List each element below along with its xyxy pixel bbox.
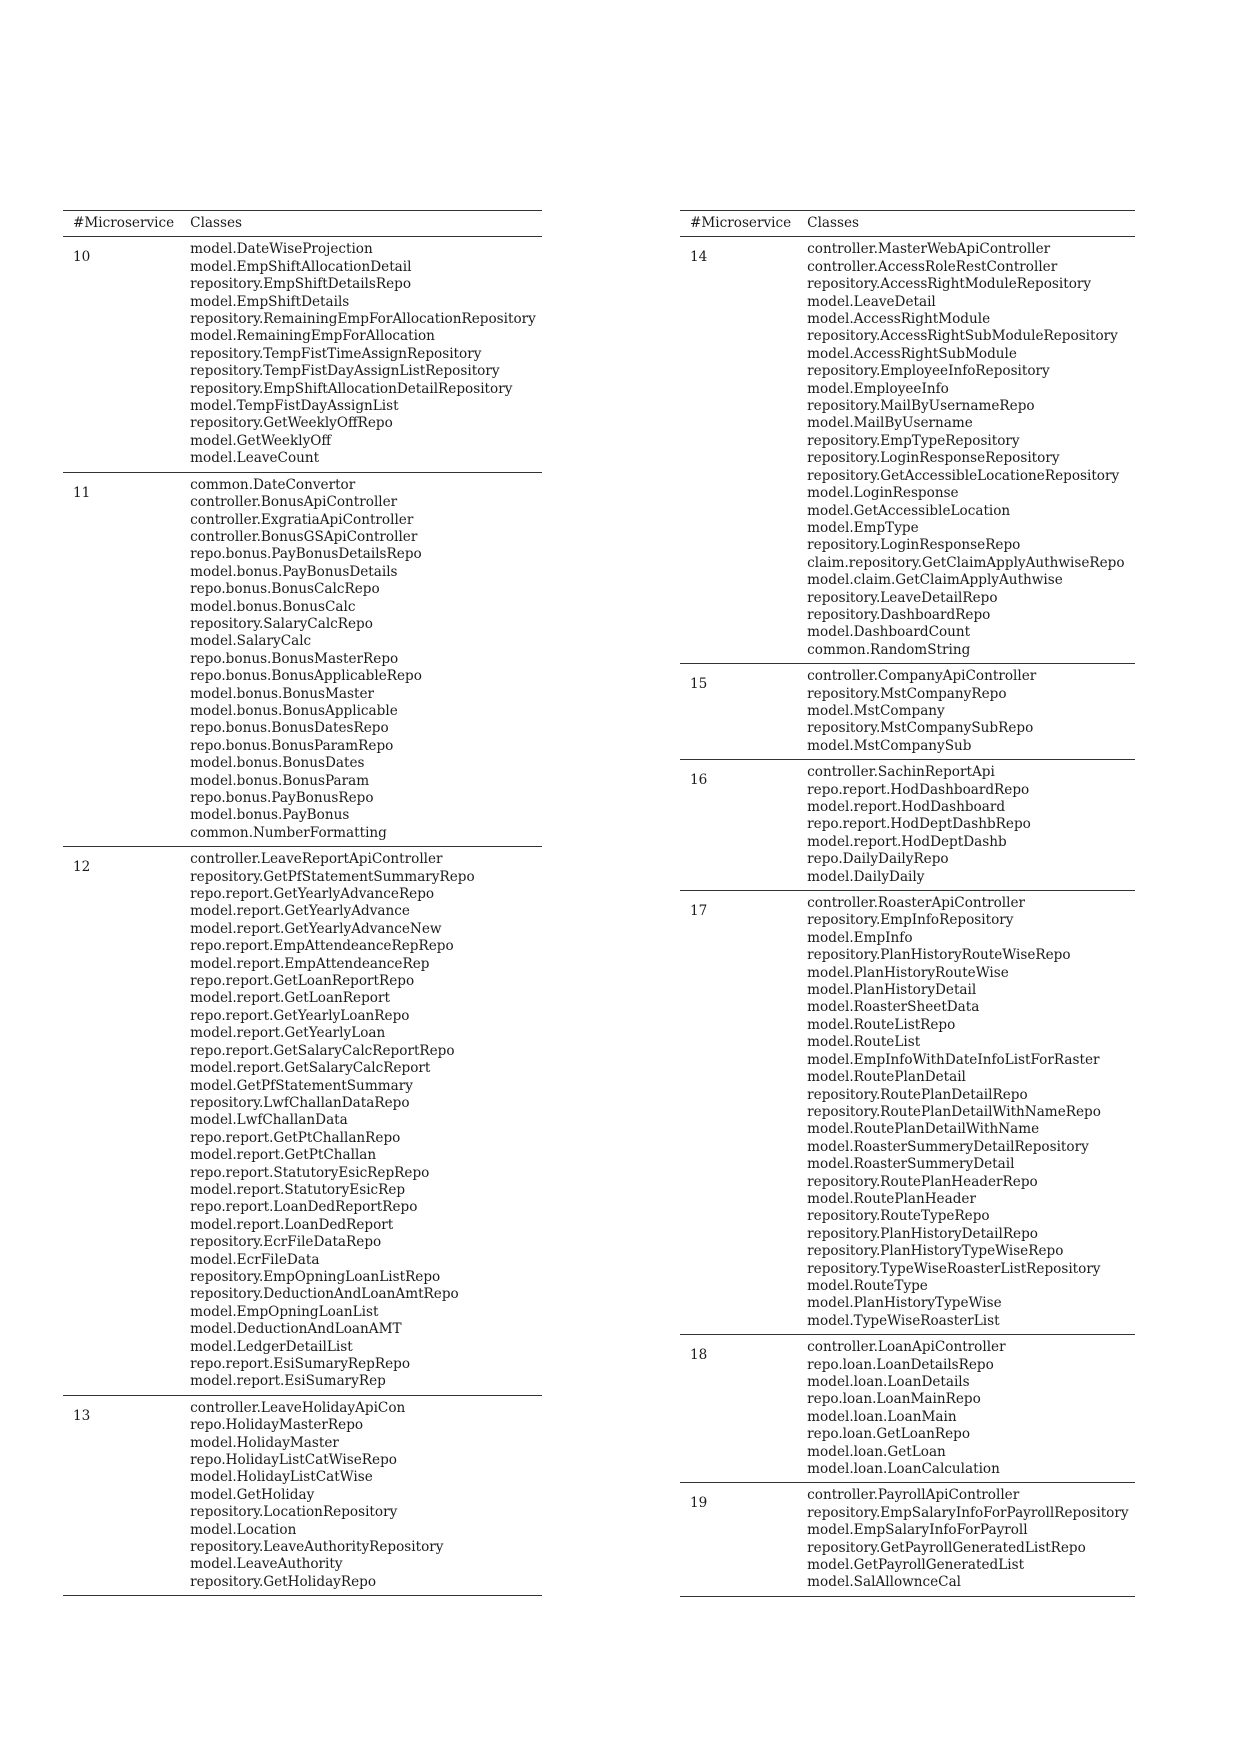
class-name: model.bonus.BonusDates	[190, 755, 365, 772]
class-name: repository.PlanHistoryTypeWiseRepo	[807, 1243, 1064, 1260]
class-name: repository.EmpSalaryInfoForPayrollRepository	[807, 1504, 1129, 1521]
class-name: model.TempFistDayAssignList	[190, 398, 399, 415]
class-name: model.bonus.PayBonus	[190, 807, 350, 824]
class-name: repo.report.GetSalaryCalcReportRepo	[190, 1042, 455, 1059]
class-name: model.SalAllownceCal	[807, 1574, 962, 1591]
class-name: repo.report.StatutoryEsicRepRepo	[190, 1164, 430, 1181]
microservice-id: 18	[690, 1347, 708, 1364]
class-name: model.LeaveDetail	[807, 293, 936, 310]
class-name: model.report.GetPtChallan	[190, 1147, 377, 1164]
class-name: repository.RoutePlanHeaderRepo	[807, 1173, 1038, 1190]
class-name: model.LeaveAuthority	[190, 1556, 343, 1573]
class-name: repo.bonus.BonusDatesRepo	[190, 720, 389, 737]
class-name: model.RoutePlanDetailWithName	[807, 1121, 1040, 1138]
table-row	[680, 1335, 1135, 1483]
class-name: model.report.EmpAttendeanceRep	[190, 955, 430, 972]
microservice-id: 19	[690, 1495, 708, 1512]
class-name: model.DailyDaily	[807, 868, 925, 885]
class-name: controller.MasterWebApiController	[807, 241, 1051, 258]
class-name: repository.GetPfStatementSummaryRepo	[190, 868, 475, 885]
header-microservice: #Microservice	[690, 215, 792, 231]
class-name: model.PlanHistoryTypeWise	[807, 1295, 1002, 1312]
class-list	[797, 1335, 1134, 1483]
microservice-id: 15	[690, 676, 708, 693]
class-name: model.loan.LoanDetails	[807, 1374, 970, 1390]
class-name: model.RoasterSummeryDetailRepository	[807, 1138, 1089, 1155]
header-classes: Classes	[190, 215, 242, 231]
class-name: model.PlanHistoryDetail	[807, 982, 977, 999]
table-row	[680, 1483, 1135, 1596]
class-name: model.AccessRightSubModule	[807, 345, 1017, 362]
class-name: model.RoutePlanDetail	[807, 1069, 966, 1086]
class-name: model.report.GetYearlyAdvance	[190, 903, 410, 920]
header-microservice: #Microservice	[73, 215, 175, 231]
class-name: model.bonus.BonusParam	[190, 772, 370, 789]
class-name: model.EcrFileData	[190, 1251, 320, 1268]
class-name: model.AccessRightModule	[807, 311, 991, 328]
table-row	[63, 1395, 542, 1595]
class-name: controller.SachinReportApi	[807, 764, 995, 781]
class-name: repository.LwfChallanDataRepo	[190, 1094, 410, 1111]
class-name: model.LwfChallanData	[190, 1112, 348, 1129]
class-name: repository.TempFistDayAssignListRepository	[190, 363, 500, 380]
microservice-id: 10	[73, 249, 91, 266]
class-name: repository.RoutePlanDetailWithNameRepo	[807, 1103, 1101, 1120]
class-name: repo.DailyDailyRepo	[807, 851, 949, 868]
class-name: repo.report.GetLoanReportRepo	[190, 973, 415, 990]
class-name: model.EmpInfoWithDateInfoListForRaster	[807, 1051, 1100, 1068]
class-name: model.GetHoliday	[190, 1486, 315, 1503]
class-name: repository.DashboardRepo	[807, 606, 991, 623]
class-name: repository.PlanHistoryRouteWiseRepo	[807, 947, 1071, 964]
class-name: model.claim.GetClaimApplyAuthwise	[807, 572, 1063, 589]
class-name: model.HolidayListCatWise	[190, 1469, 373, 1486]
table-row	[680, 760, 1135, 891]
class-name: common.RandomString	[807, 641, 971, 658]
class-name: model.RoasterSummeryDetail	[807, 1156, 1015, 1173]
right-table	[680, 210, 1135, 1597]
class-name: model.EmpType	[807, 519, 919, 536]
class-name: controller.BonusGSApiController	[190, 528, 418, 545]
class-name: repository.AccessRightSubModuleRepository	[807, 328, 1118, 345]
class-name: repository.DeductionAndLoanAmtRepo	[190, 1286, 459, 1303]
class-name: repository.LeaveAuthorityRepository	[190, 1539, 444, 1556]
class-name: repo.HolidayListCatWiseRepo	[190, 1452, 397, 1469]
class-name: repository.LoginResponseRepo	[807, 537, 1021, 554]
microservice-id: 14	[690, 249, 708, 266]
class-name: repository.EmpInfoRepository	[807, 912, 1014, 929]
class-name: repository.PlanHistoryDetailRepo	[807, 1225, 1038, 1242]
class-name: controller.ExgratiaApiController	[190, 511, 414, 528]
class-list	[797, 1483, 1134, 1596]
microservice-id: 17	[690, 903, 708, 920]
class-name: model.report.HodDashboard	[807, 799, 1006, 815]
class-name: repo.bonus.PayBonusDetailsRepo	[190, 546, 422, 563]
table-row	[680, 237, 1135, 664]
class-name: repo.report.GetYearlyAdvanceRepo	[190, 886, 435, 903]
class-name: repository.GetHolidayRepo	[190, 1573, 377, 1590]
class-name: repository.TypeWiseRoasterListRepository	[807, 1260, 1101, 1277]
class-list	[180, 847, 542, 1396]
class-name: model.RemainingEmpForAllocation	[190, 328, 435, 345]
class-name: repo.report.EsiSumaryRepRepo	[190, 1356, 411, 1372]
class-name: model.bonus.BonusApplicable	[190, 702, 398, 719]
class-name: controller.PayrollApiController	[807, 1487, 1020, 1504]
class-name: repo.bonus.BonusMasterRepo	[190, 650, 399, 667]
class-name: model.LeaveCount	[190, 450, 320, 467]
class-list	[180, 472, 542, 847]
class-name: repository.SalaryCalcRepo	[190, 615, 373, 632]
class-name: model.loan.LoanCalculation	[807, 1461, 1000, 1478]
class-name: model.EmployeeInfo	[807, 380, 949, 397]
class-name: repository.RouteTypeRepo	[807, 1208, 990, 1225]
microservice-id: 16	[690, 772, 708, 789]
class-name: model.MailByUsername	[807, 415, 973, 432]
class-name: controller.LeaveHolidayApiCon	[190, 1399, 406, 1416]
class-name: model.LoginResponse	[807, 485, 959, 502]
class-name: model.DateWiseProjection	[190, 241, 373, 258]
class-name: repo.report.GetYearlyLoanRepo	[190, 1007, 410, 1024]
class-name: repository.EmpTypeRepository	[807, 432, 1020, 449]
class-name: model.TypeWiseRoasterList	[807, 1312, 1000, 1329]
class-name: model.LedgerDetailList	[190, 1338, 353, 1355]
class-name: model.report.HodDeptDashb	[807, 833, 1007, 850]
class-name: model.EmpShiftAllocationDetail	[190, 258, 412, 275]
class-name: model.MstCompanySub	[807, 737, 972, 754]
class-list	[180, 1395, 542, 1595]
class-name: model.bonus.BonusMaster	[190, 685, 375, 702]
class-name: common.DateConvertor	[190, 476, 356, 493]
class-name: controller.AccessRoleRestController	[807, 258, 1058, 275]
microservice-id: 13	[73, 1407, 91, 1424]
class-name: repo.loan.GetLoanRepo	[807, 1426, 970, 1443]
class-name: controller.LoanApiController	[807, 1339, 1006, 1356]
microservice-id: 11	[73, 484, 91, 501]
class-list	[797, 891, 1134, 1335]
class-name: model.MstCompany	[807, 702, 945, 719]
class-name: repository.EmpShiftAllocationDetailRepository	[190, 380, 513, 397]
class-name: claim.repository.GetClaimApplyAuthwiseRepo	[807, 554, 1125, 571]
class-name: repository.AccessRightModuleRepository	[807, 276, 1092, 293]
class-name: repository.GetWeeklyOffRepo	[190, 415, 393, 432]
class-list	[180, 237, 542, 472]
class-name: controller.LeaveReportApiController	[190, 851, 443, 868]
class-name: model.report.EsiSumaryRep	[190, 1373, 386, 1390]
class-name: repo.report.LoanDedReportRepo	[190, 1199, 418, 1216]
class-name: model.EmpOpningLoanList	[190, 1303, 379, 1320]
class-name: repo.loan.LoanDetailsRepo	[807, 1356, 994, 1373]
class-name: repository.MstCompanyRepo	[807, 685, 1007, 702]
right-table-body	[680, 237, 1135, 1596]
class-name: model.loan.GetLoan	[807, 1443, 946, 1460]
class-name: model.RoutePlanHeader	[807, 1190, 976, 1207]
class-name: repository.GetPayrollGeneratedListRepo	[807, 1539, 1086, 1556]
class-name: model.GetPayrollGeneratedList	[807, 1557, 1025, 1574]
class-name: model.EmpShiftDetails	[190, 293, 350, 310]
class-name: repository.LeaveDetailRepo	[807, 589, 998, 606]
header-classes: Classes	[807, 215, 859, 231]
class-name: model.DeductionAndLoanAMT	[190, 1321, 402, 1338]
left-table	[63, 210, 542, 1596]
table-row	[63, 847, 542, 1396]
class-name: model.loan.LoanMain	[807, 1408, 957, 1425]
class-name: repository.EmployeeInfoRepository	[807, 363, 1050, 380]
class-name: model.report.LoanDedReport	[190, 1216, 394, 1233]
class-name: repository.GetAccessibleLocationeRepository	[807, 467, 1120, 484]
class-name: repo.report.HodDeptDashbRepo	[807, 816, 1031, 833]
class-name: repository.RemainingEmpForAllocationRepository	[190, 311, 536, 328]
left-table-body	[63, 237, 542, 1596]
class-name: repository.EmpOpningLoanListRepo	[190, 1268, 441, 1285]
class-name: model.GetPfStatementSummary	[190, 1077, 413, 1094]
class-name: model.report.StatutoryEsicRep	[190, 1181, 406, 1198]
class-name: repository.RoutePlanDetailRepo	[807, 1086, 1028, 1103]
class-name: repo.report.GetPtChallanRepo	[190, 1129, 401, 1146]
class-name: model.EmpSalaryInfoForPayroll	[807, 1522, 1028, 1539]
class-name: model.RouteType	[807, 1277, 928, 1294]
class-name: repository.MstCompanySubRepo	[807, 720, 1034, 737]
class-name: model.GetAccessibleLocation	[807, 502, 1011, 519]
class-name: repo.report.EmpAttendeanceRepRepo	[190, 938, 454, 955]
class-name: repository.EcrFileDataRepo	[190, 1234, 382, 1251]
class-name: common.NumberFormatting	[190, 824, 387, 841]
table-row	[63, 472, 542, 847]
class-list	[797, 664, 1134, 760]
class-name: model.PlanHistoryRouteWise	[807, 964, 1009, 981]
class-name: model.RoasterSheetData	[807, 999, 980, 1016]
class-name: model.RouteList	[807, 1034, 921, 1051]
class-name: model.DashboardCount	[807, 624, 971, 641]
class-name: model.bonus.BonusCalc	[190, 598, 356, 615]
class-name: model.RouteListRepo	[807, 1016, 956, 1033]
class-name: model.SalaryCalc	[190, 633, 312, 650]
table-row	[63, 237, 542, 472]
microservice-id: 12	[73, 859, 91, 876]
class-name: repo.bonus.PayBonusRepo	[190, 790, 374, 806]
class-name: repository.TempFistTimeAssignRepository	[190, 345, 482, 362]
class-name: controller.CompanyApiController	[807, 668, 1037, 685]
class-name: repo.bonus.BonusApplicableRepo	[190, 668, 422, 685]
class-name: model.HolidayMaster	[190, 1434, 339, 1451]
class-list	[797, 237, 1134, 664]
table-header-row	[63, 211, 542, 237]
class-name: model.bonus.PayBonusDetails	[190, 563, 398, 580]
class-name: repo.bonus.BonusParamRepo	[190, 737, 394, 754]
class-name: model.report.GetSalaryCalcReport	[190, 1060, 431, 1077]
table-row	[680, 664, 1135, 760]
class-name: model.report.GetLoanReport	[190, 990, 390, 1007]
class-name: model.report.GetYearlyAdvanceNew	[190, 920, 442, 937]
class-name: repository.LocationRepository	[190, 1504, 398, 1521]
class-name: repository.MailByUsernameRepo	[807, 398, 1035, 415]
class-name: repository.EmpShiftDetailsRepo	[190, 276, 412, 293]
class-name: model.report.GetYearlyLoan	[190, 1025, 386, 1042]
class-name: model.Location	[190, 1521, 297, 1538]
class-name: model.EmpInfo	[807, 929, 913, 946]
class-name: controller.BonusApiController	[190, 494, 398, 511]
class-name: model.GetWeeklyOff	[190, 432, 332, 449]
class-name: repo.loan.LoanMainRepo	[807, 1391, 981, 1408]
table-header-row	[680, 211, 1135, 237]
class-name: repo.HolidayMasterRepo	[190, 1417, 364, 1434]
class-list	[797, 760, 1134, 891]
class-name: repository.LoginResponseRepository	[807, 450, 1060, 467]
class-name: repo.report.HodDashboardRepo	[807, 781, 1030, 798]
class-name: repo.bonus.BonusCalcRepo	[190, 581, 380, 598]
class-name: controller.RoasterApiController	[807, 895, 1026, 912]
table-row	[680, 891, 1135, 1335]
